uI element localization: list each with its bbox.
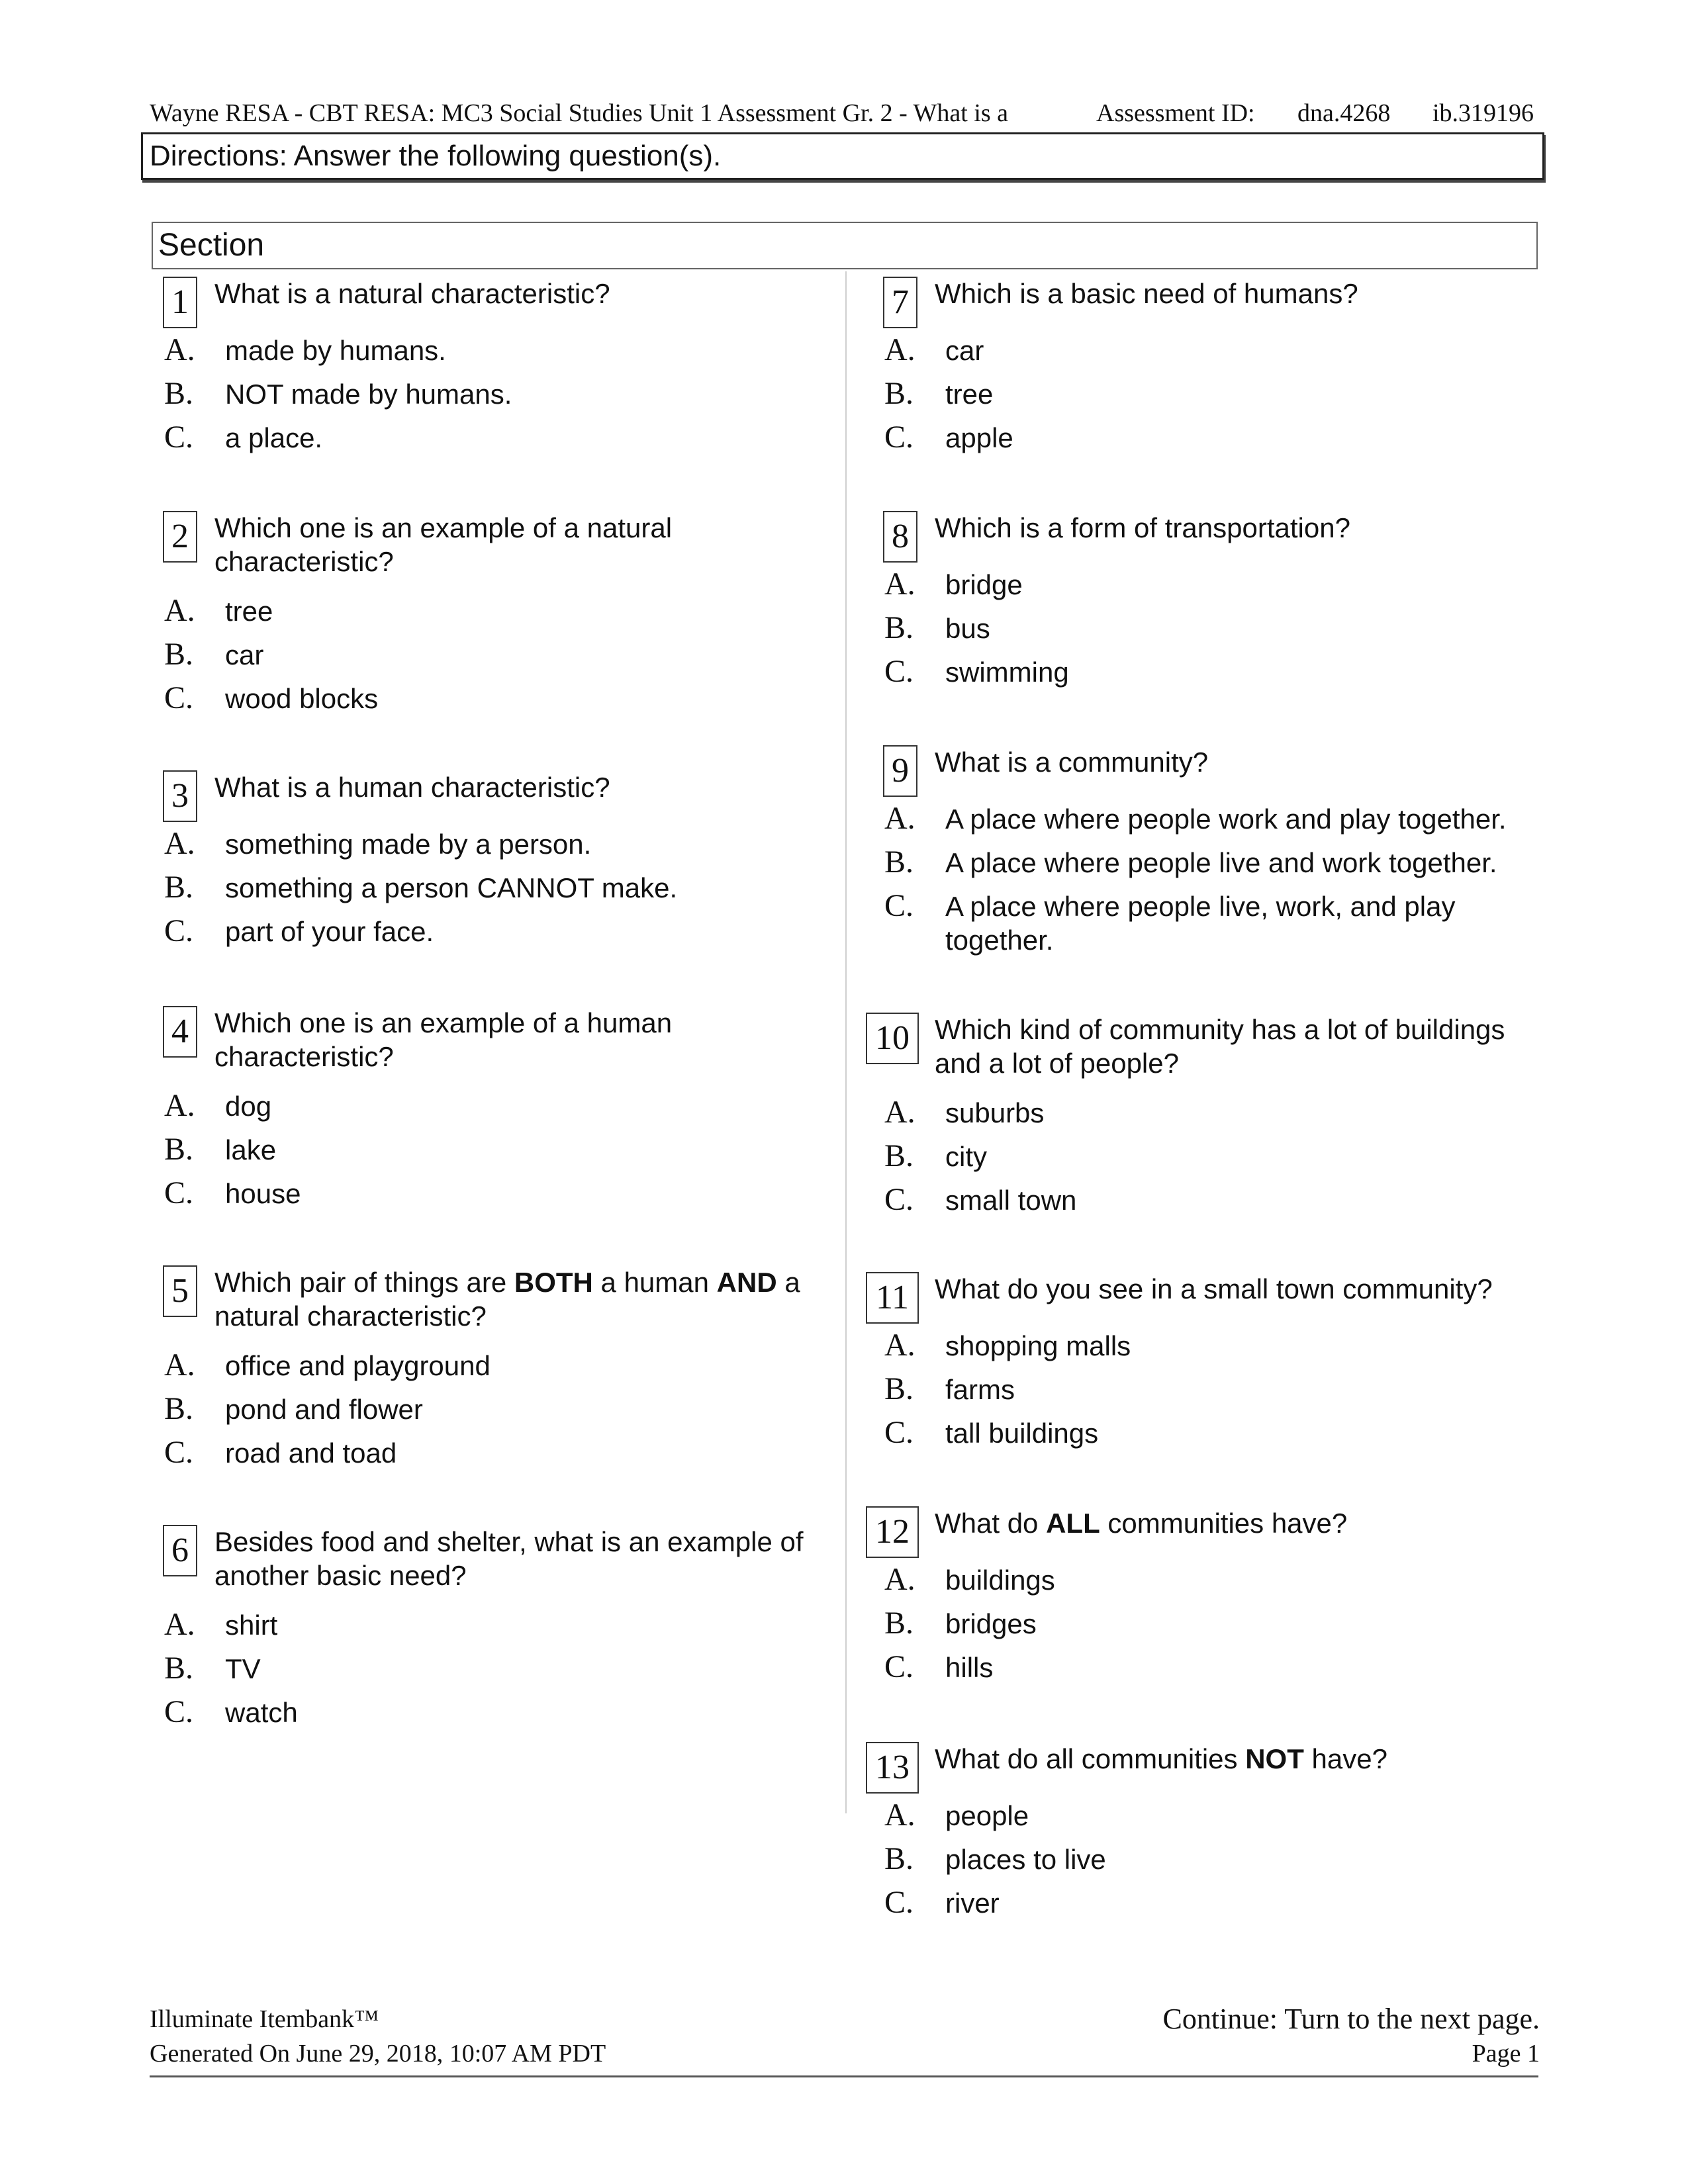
answer-choice-b[interactable]: B. bus [884,610,990,645]
question-number: 8 [883,511,917,563]
question-number: 9 [883,745,917,797]
answer-choice-a[interactable]: A. A place where people work and play together. [884,801,1507,836]
answer-choice-b[interactable]: B. car [164,637,264,672]
footer-rule [150,2075,1538,2077]
question-text: What is a community? [935,747,1209,778]
answer-choice-c[interactable]: C. hills [884,1649,994,1684]
footer-brand: Illuminate Itembank™ [150,2005,379,2033]
assessment-id-label: Assessment ID: [1096,99,1255,127]
footer-generated: Generated On June 29, 2018, 10:07 AM PDT [150,2040,606,2068]
assessment-title: Wayne RESA - CBT RESA: MC3 Social Studies Unit 1 Assessment Gr. 2 - What is a [150,99,1009,127]
page-footer [150,2004,1540,2077]
answer-choice-b[interactable]: B. lake [164,1132,277,1167]
question-number: 1 [163,277,197,328]
answer-choice-a[interactable]: A. something made by a person. [164,826,592,861]
answer-choice-b[interactable]: B. TV [164,1651,261,1686]
answer-choice-b[interactable]: B. bridges [884,1606,1037,1641]
answer-choice-c[interactable]: C. road and toad [164,1435,397,1470]
question-number: 13 [866,1742,919,1794]
answer-choice-c[interactable]: C. wood blocks [164,680,379,715]
question-number: 3 [163,770,197,822]
answer-choice-b[interactable]: B. tree [884,376,994,411]
question-number: 11 [866,1272,919,1324]
question-number: 6 [163,1525,197,1576]
answer-choice-a[interactable]: A. shirt [164,1607,278,1642]
answer-choice-a[interactable]: A. shopping malls [884,1328,1131,1363]
question-text: Besides food and shelter, what is an example of another basic need? [214,1526,804,1591]
answer-choice-c[interactable]: C. tall buildings [884,1415,1099,1450]
answer-choice-a[interactable]: A. tree [164,593,273,628]
question-text: What is a natural characteristic? [214,278,610,309]
answer-choice-c[interactable]: C. river [884,1885,1000,1920]
answer-choice-c[interactable]: C. swimming [884,654,1069,689]
question-number: 12 [866,1506,919,1558]
dna-id: dna.4268 [1297,99,1391,127]
answer-choice-b[interactable]: B. places to live [884,1841,1106,1876]
answer-choice-c[interactable]: C. part of your face. [164,913,434,948]
question-text: Which kind of community has a lot of buildings and a lot of people? [935,1014,1505,1079]
section-title: Section [152,222,1538,269]
question-text: Which pair of things are BOTH a human AND a natural characteristic? [214,1267,800,1332]
answer-choice-b[interactable]: B. A place where people live and work together. [884,844,1497,880]
answer-choice-c[interactable]: C. watch [164,1694,298,1729]
answer-choice-a[interactable]: A. people [884,1797,1029,1833]
footer-page-number: Page 1 [1472,2040,1540,2068]
question-text: Which one is an example of a human characteristic? [214,1007,673,1072]
question-text: What do ALL communities have? [935,1508,1348,1539]
answer-choice-a[interactable]: A. car [884,332,984,367]
answer-choice-a[interactable]: A. office and playground [164,1347,491,1383]
question-number: 2 [163,511,197,563]
answer-choice-a[interactable]: A. suburbs [884,1095,1045,1130]
footer-continue: Continue: Turn to the next page. [1162,2003,1540,2035]
question-text: What do all communities NOT have? [935,1743,1387,1774]
question-text: What do you see in a small town community? [935,1273,1493,1304]
question-number: 10 [866,1013,919,1064]
answer-choice-c[interactable]: C. house [164,1175,301,1210]
answer-choice-c[interactable]: C. A place where people live, work, and play together. [884,888,1456,956]
answer-choice-c[interactable]: C. small town [884,1182,1077,1217]
answer-choice-a[interactable]: A. dog [164,1088,272,1123]
answer-choice-c[interactable]: C. apple [884,420,1013,455]
ib-id: ib.319196 [1432,99,1534,127]
answer-choice-a[interactable]: A. made by humans. [164,332,446,367]
question-text: Which is a form of transportation? [935,512,1350,543]
question-number: 5 [163,1265,197,1317]
answer-choice-c[interactable]: C. a place. [164,420,323,455]
question-text: Which one is an example of a natural characteristic? [214,512,673,577]
answer-choice-b[interactable]: B. something a person CANNOT make. [164,870,678,905]
answer-choice-b[interactable]: B. farms [884,1371,1015,1406]
answer-choice-b[interactable]: B. city [884,1138,987,1173]
question-number: 7 [883,277,917,328]
question-text: Which is a basic need of humans? [935,278,1358,309]
answer-choice-a[interactable]: A. buildings [884,1562,1055,1597]
question-text: What is a human characteristic? [214,772,610,803]
directions-box: Directions: Answer the following question(s). [141,132,1544,180]
answer-choice-a[interactable]: A. bridge [884,567,1023,602]
answer-choice-b[interactable]: B. NOT made by humans. [164,376,512,411]
question-number: 4 [163,1006,197,1058]
answer-choice-b[interactable]: B. pond and flower [164,1391,423,1426]
column-divider [845,271,847,1813]
